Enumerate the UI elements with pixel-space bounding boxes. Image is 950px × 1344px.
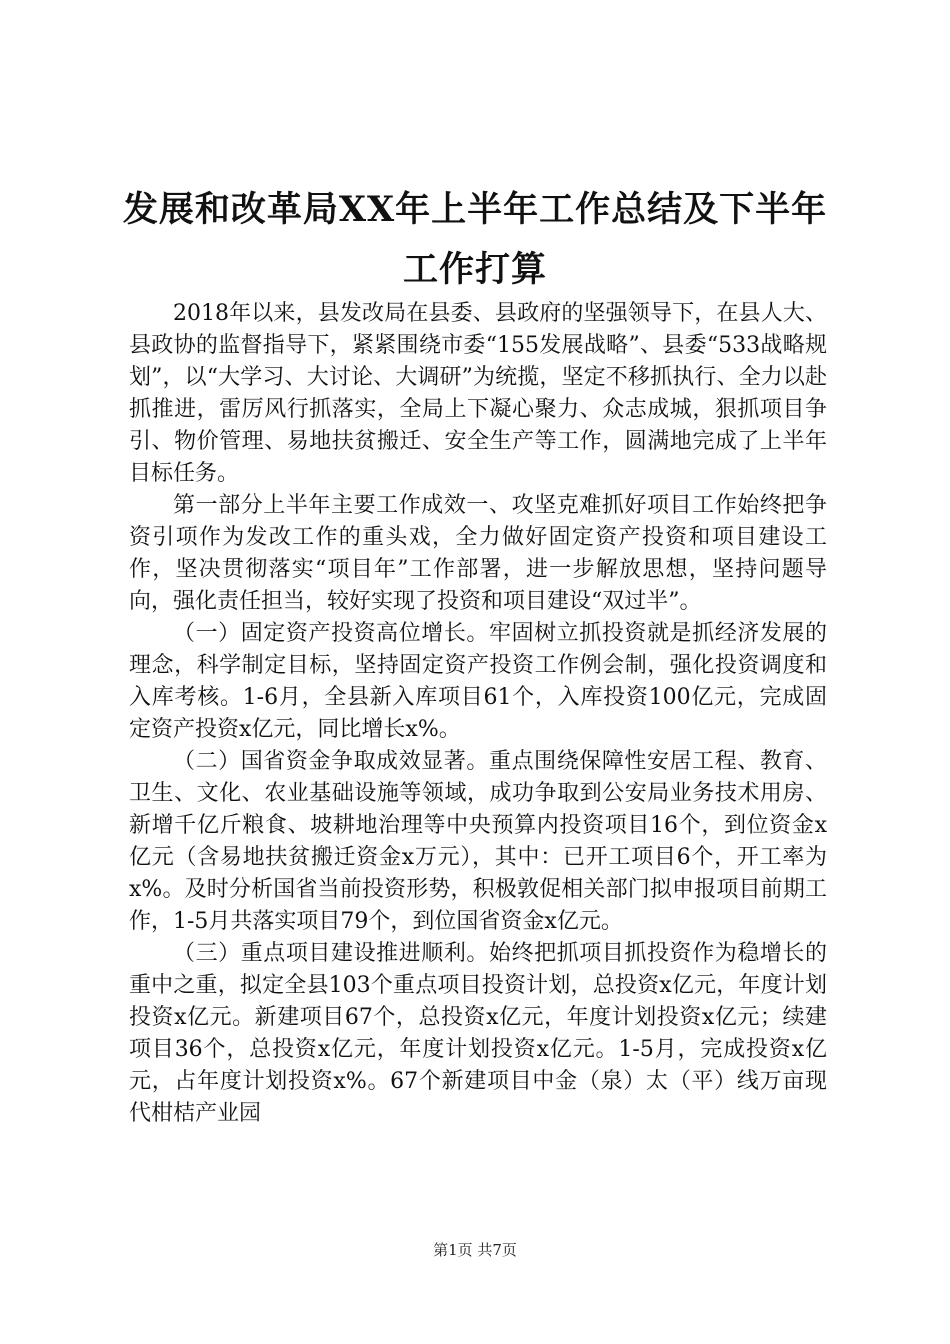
- document-title-line-2: 工作打算: [402, 249, 547, 290]
- document-body: [129, 298, 827, 1130]
- paragraph-key-projects: （三）重点项目建设推进顺利。始终把抓项目抓投资作为稳增长的重中之重，拟定全县103个重点项目投资计划，总投资x亿元，年度计划投资x亿元。新建项目67个，总投资x亿元，年度计划投资x亿元；续建项目36个，总投资x亿元，年度计划投资x亿元。1-5月，完成投资x亿元，占年度计划投资x%。67个新建项目中金（泉）太（平）线万亩现代柑桔产业园: [129, 941, 827, 1126]
- paragraph-state-funds: （二）国省资金争取成效显著。重点围绕保障性安居工程、教育、卫生、文化、农业基础设施等领域，成功争取到公安局业务技术用房、新增千亿斤粮食、坡耕地治理等中央预算内投资项目16个，到位资金x亿元（含易地扶贫搬迁资金x万元），其中：已开工项目6个，开工率为x%。及时分析国省当前投资形势，积极敦促相关部门拟申报项目前期工作，1-5月共落实项目79个，到位国省资金x亿元。: [129, 749, 827, 934]
- paragraph-fixed-asset-investment: （一）固定资产投资高位增长。牢固树立抓投资就是抓经济发展的理念，科学制定目标，坚持固定资产投资工作例会制，强化投资调度和入库考核。1-6月，全县新入库项目61个，入库投资100亿元，完成固定资产投资x亿元，同比增长x%。: [129, 621, 827, 742]
- paragraph-intro: 2018年以来，县发改局在县委、县政府的坚强领导下，在县人大、县政协的监督指导下，紧紧围绕市委“155发展战略”、县委“533战略规划”，以“大学习、大讨论、大调研”为统揽，坚定不移抓执行、全力以赴抓推进，雷厉风行抓落实，全局上下凝心聚力、众志成城，狠抓项目争引、物价管理、易地扶贫搬迁、安全生产等工作，圆满地完成了上半年目标任务。: [129, 301, 827, 486]
- page-footer: 第1页 共7页: [433, 1241, 517, 1259]
- document-title-line-1: 发展和改革局XX年上半年工作总结及下半年: [122, 189, 828, 230]
- paragraph-part-one: 第一部分上半年主要工作成效一、攻坚克难抓好项目工作始终把争资引项作为发改工作的重头戏，全力做好固定资产投资和项目建设工作，坚决贯彻落实“项目年”工作部署，进一步解放思想，坚持问题导向，强化责任担当，较好实现了投资和项目建设“双过半”。: [129, 493, 827, 614]
